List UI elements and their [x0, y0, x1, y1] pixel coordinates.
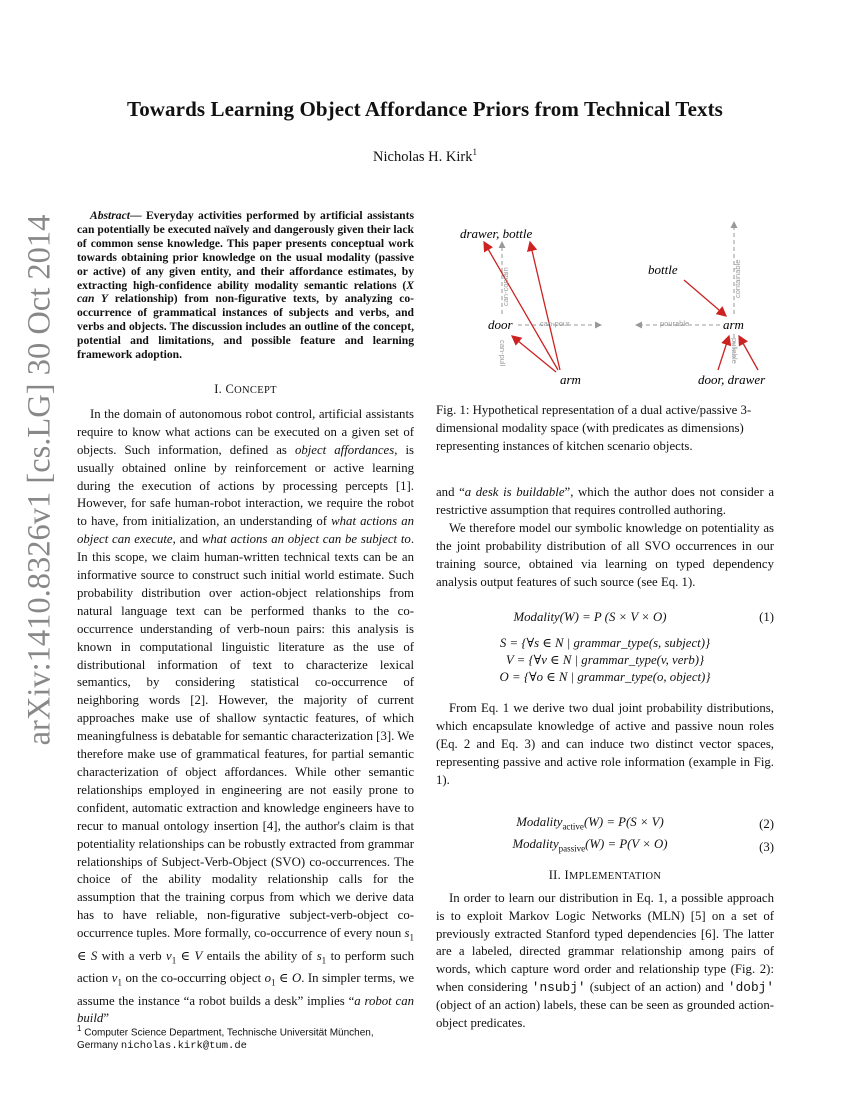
p1-k: with a verb [97, 948, 167, 963]
p1-w: . In simpler terms, we assume the instance “a robot builds a desk” implies “ [77, 971, 415, 1008]
p1-t-sub: 1 [270, 977, 276, 988]
section-heading-implementation [436, 867, 774, 886]
footnote-text: Computer Science Department, Technische Universität München, Germany [77, 1027, 374, 1052]
p1-q: to perform such action [77, 948, 414, 986]
equation-3 [436, 836, 774, 858]
author-footnote-mark: 1 [472, 147, 477, 157]
abstract-relation: X can Y [77, 278, 414, 306]
p1-o: entails the ability of [202, 948, 317, 963]
arxiv-identifier: arXiv:1410.8326v1 [cs.LG] 30 Oct 2014 [21, 214, 58, 746]
label-pullable: pullable [730, 338, 739, 364]
p1-r: v [111, 971, 118, 986]
p4-nsubj: 'nsubj' [531, 980, 586, 996]
p1-j: S [90, 948, 98, 963]
equation-1-number: (1) [759, 610, 774, 625]
eq2-sub: active [562, 821, 584, 832]
footnote-email: nicholas.kirk@tum.de [120, 1040, 247, 1053]
p4-dobj: 'dobj' [727, 980, 774, 996]
p1-c: , is usually obtained online by reinforcement or active learning during the execution of actions by processing percepts [1]. However, for safe human-robot interaction, we require the robot to have, from initialization, an understanding of [77, 442, 414, 529]
p1-d: what actions an object can execute [77, 514, 414, 547]
edge-door-arm [718, 336, 729, 370]
p1-t: o [264, 971, 271, 986]
edge-bottle-arm [684, 280, 726, 316]
eq2-b: (W) = P(S × V) [583, 814, 664, 829]
p4-c: (object of an action) labels, these can be seen as grounded action-object predicates. [436, 998, 774, 1031]
set-definitions [436, 635, 774, 686]
left-column [77, 209, 414, 1028]
figure-1 [436, 218, 776, 393]
p1-a: In the domain of autonomous robot control, artificial assistants require to know what actions can be executed on a given set of objects. Such information, defined as [77, 406, 414, 457]
equation-1 [436, 609, 774, 627]
p4-a: In order to learn our distribution in Eq. 1, a possible approach is to exploit Markov Logic Networks (MLN) [5] on a set of previously extracted Stanford typed dependencies [6]. The latter are a labeled, directed grammar relationship among pairs of words, which capture word order and relationship type (Fig. 2): when considering [436, 890, 774, 995]
equation-2-number: (2) [759, 817, 774, 832]
set-s: S = {∀s ∈ N | grammar_type(s, subject)} [499, 636, 711, 651]
edge-arm-drawer [484, 242, 558, 370]
model-paragraph: We therefore model our symbolic knowledge on potentiality as the joint probability distribution of all SVO occurrences in our training source, obtained via learning on typed dependency analysis output features of such source (see Eq. 1). [436, 520, 774, 589]
edge-arm-bottle [530, 242, 560, 370]
paper-title: Towards Learning Object Affordance Priors from Technical Texts [127, 97, 723, 121]
p1-u: ∈ [275, 971, 292, 986]
derive-paragraph: From Eq. 1 we derive two dual joint probability distributions, which encapsulate knowledge of active and passive noun roles (Eq. 2 and Eq. 3) and can induce two distinct vector spaces, representing passive and active role information (example in Fig. 1). [436, 701, 774, 787]
section1-numeral: I. [214, 381, 226, 396]
p1-n: V [194, 948, 203, 963]
label-containable: containable [733, 259, 742, 298]
cont-a: and “ [436, 485, 465, 499]
node-door: door [488, 317, 513, 332]
section2-rest: MPLEMENTATION [568, 870, 662, 882]
p1-v: O [291, 971, 302, 986]
equation-3-number: (3) [759, 839, 774, 854]
p1-p: s [316, 948, 322, 963]
equation-3-body [436, 836, 744, 858]
p1-h-sub: 1 [409, 932, 414, 943]
p1-y: ” [103, 1011, 109, 1026]
right-column [436, 484, 774, 1033]
node-arm-left: arm [560, 372, 581, 387]
p1-e: , and [172, 532, 202, 547]
p1-s: on the co-occurring object [121, 971, 265, 986]
equation-1-body: Modality(W) = P (S × V × O) [513, 610, 667, 625]
section2-cap: I [564, 867, 569, 882]
equation-2-body [436, 814, 744, 836]
p1-g: . In this scope, we claim human-written technical texts can be an informative source to construct such initial world estimate. Such probability distribution over action-object relationships from natural language text can be performed thanks to the co-occurrence understanding of verb-noun pairs: this analysis is known in computational linguistic literature as the use of distributional information of text to characterize lexical semantics, by considering statistical co-occurrence of neighboring words [2]. However, the majority of current approaches make use of shallow syntactic features, of which meaningfulness is debatable for semantic characterization [3]. We therefore make use of grammatical features, for partial semantic characterization of object affordances. While other semantic relationships employed in engineering are not easily prone to confident, automatic extraction and knowledge engineers have to recur to manual ontology insertion [4], the author's claim is that potentiality relationships can be robustly extracted from grammar relationships of Subject-Verb-Object (SVO) co-occurrences. The choice of the ability modality relationship calls for the assumption that the training corpus from which we derive data has to have reliable, non-figurative subject-verb-object co-occurrence tuples. More formally, co-occurrence of every noun [77, 532, 415, 941]
node-bottle: bottle [648, 262, 678, 277]
concept-paragraph [77, 406, 414, 1028]
set-o: O = {∀o ∈ N | grammar_type(o, object)} [499, 670, 711, 685]
section-heading-concept [77, 381, 414, 400]
label-can-pour: can-pour [540, 319, 570, 328]
edge-drawer-arm [739, 336, 758, 370]
eq3-b: (W) = P(V × O) [585, 837, 668, 852]
author-line [0, 147, 850, 166]
eq3-sub: passive [558, 843, 586, 854]
abstract-text-1: — Everyday activities performed by artificial assistants can potentially be executed naïvely and dangerously given their lack of common sense knowledge. This paper presents conceptual work towards obtaining prior knowledge on the usual modality (passive or active) of any given entity, and their affordance estimates, by extracting high-confidence ability modality semantic relations ( [77, 209, 414, 292]
section1-rest: ONCEPT [234, 384, 277, 396]
p1-l: v [166, 948, 172, 963]
p1-f: what actions an object can be subject to [201, 532, 411, 547]
p1-b: object affordances [294, 442, 395, 457]
p1-i: ∈ [77, 948, 91, 963]
equation-2 [436, 814, 774, 836]
p4-b: (subject of an action) and [585, 980, 728, 995]
section1-cap: C [225, 381, 235, 396]
footnote-mark: 1 [77, 1024, 82, 1033]
node-door-drawer: door, drawer [698, 372, 766, 387]
eq3-a: Modality [512, 837, 559, 852]
section2-numeral: II. [548, 867, 565, 882]
p1-r-sub: 1 [117, 977, 122, 988]
eq2-a: Modality [516, 814, 563, 829]
node-arm-right: arm [723, 317, 744, 332]
label-pourable: pourable [660, 319, 690, 328]
cont-b: a desk is buildable [464, 485, 565, 499]
footnote [77, 1022, 414, 1053]
p1-p-sub: 1 [321, 955, 327, 966]
label-can-pull: can-pull [498, 340, 507, 367]
abstract-text-2: relationship) from non-figurative texts, by analyzing co-occurrence of grammatical instances of subjects and verbs, and verbs and objects. The discussion includes an outline of the concept, potential and limitations, and possible feature and learning framework adoption. [77, 292, 414, 362]
author-name: Nicholas H. Kirk [373, 148, 473, 165]
abstract [77, 209, 414, 362]
cont-c: ”, which the author does not consider a restrictive assumption that requires controlled authoring. [436, 485, 775, 517]
set-v: V = {∀v ∈ N | grammar_type(v, verb)} [505, 653, 705, 668]
p1-l-sub: 1 [171, 955, 177, 966]
continued-paragraph [436, 484, 774, 520]
abstract-label: Abstract [90, 209, 130, 222]
p1-m: ∈ [176, 948, 195, 963]
figure-1-caption: Fig. 1: Hypothetical representation of a dual active/passive 3-dimensional modality space (with predicates as dimensions) representing instances of kitchen scenario objects. [436, 403, 752, 453]
implementation-paragraph [436, 890, 774, 1033]
p1-h: s [404, 926, 410, 941]
node-drawer-bottle: drawer, bottle [460, 226, 533, 241]
p1-x: a robot can build [77, 993, 415, 1026]
label-can-contain: can-contain [501, 267, 510, 306]
